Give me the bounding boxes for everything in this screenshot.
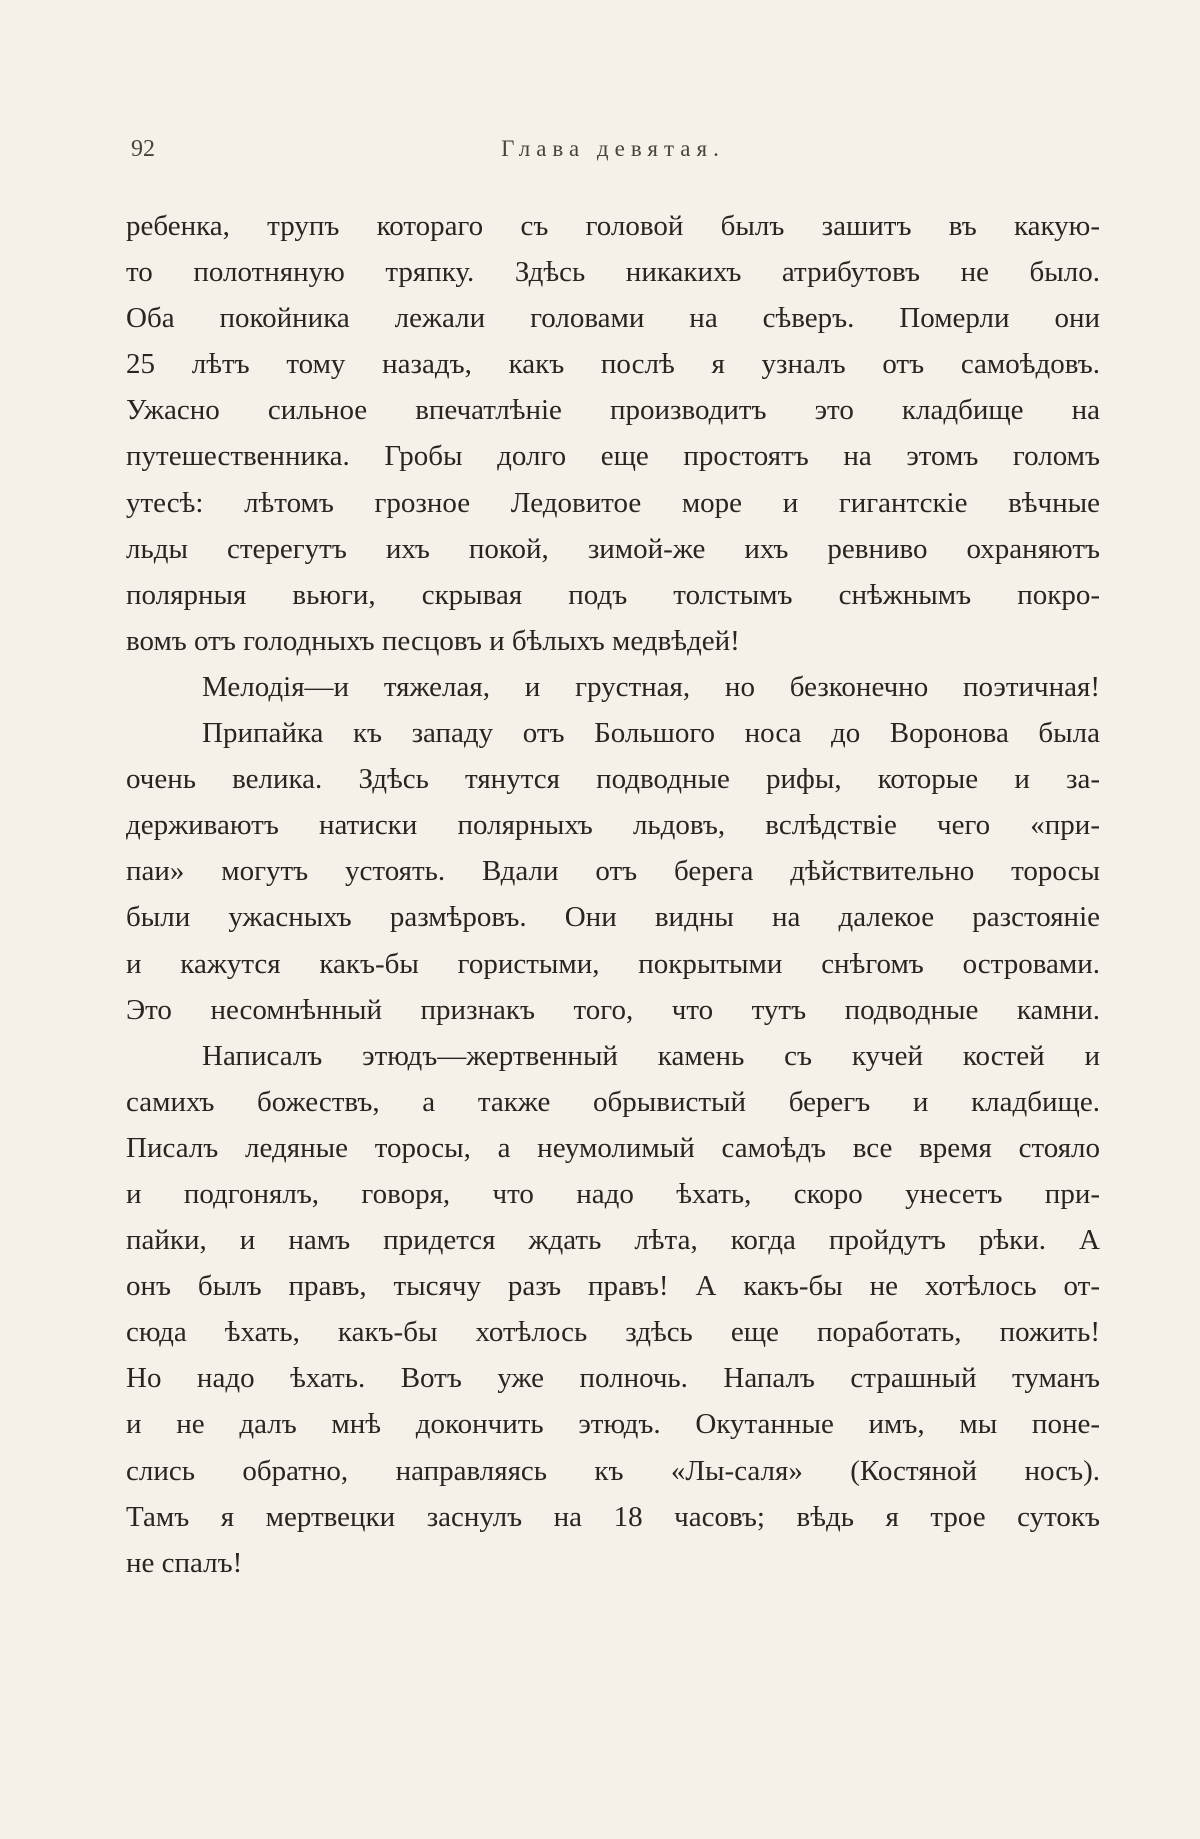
text-line: паи» могутъ устоять. Вдали отъ берега дѣйствительно торосы bbox=[126, 855, 1100, 888]
text-line: то полотняную тряпку. Здѣсь никакихъ атрибутовъ не было. bbox=[126, 256, 1100, 289]
text-line: Это несомнѣнный признакъ того, что тутъ подводные камни. bbox=[126, 993, 1100, 1026]
text-line: Писалъ ледяные торосы, а неумолимый самоѣдъ все время стояло bbox=[126, 1131, 1100, 1164]
text-line: пайки, и намъ придется ждать лѣта, когда пройдутъ рѣки. А bbox=[126, 1224, 1100, 1257]
text-line: ребенка, трупъ котораго съ головой былъ зашитъ въ какую- bbox=[126, 210, 1100, 242]
text-line: были ужасныхъ размѣровъ. Они видны на далекое разстояніе bbox=[126, 901, 1100, 934]
text-line: 25 лѣтъ тому назадъ, какъ послѣ я узналъ отъ самоѣдовъ. bbox=[126, 348, 1100, 381]
text-line: Мелодія—и тяжелая, и грустная, но безконечно поэтичная! bbox=[202, 670, 1100, 703]
text-line: и подгонялъ, говоря, что надо ѣхать, скоро унесетъ при- bbox=[126, 1177, 1100, 1210]
text-line: Оба покойника лежали головами на сѣверъ. Померли они bbox=[126, 302, 1100, 335]
text-line: сюда ѣхать, какъ-бы хотѣлось здѣсь еще поработать, пожить! bbox=[126, 1316, 1100, 1349]
text-line: онъ былъ правъ, тысячу разъ правъ! А какъ-бы не хотѣлось от- bbox=[126, 1270, 1100, 1303]
text-line: держиваютъ натиски полярныхъ льдовъ, вслѣдствіе чего «при- bbox=[126, 809, 1100, 842]
text-line: слись обратно, направляясь къ «Лы-саля» (Костяной носъ). bbox=[126, 1454, 1100, 1487]
text-line: Тамъ я мертвецки заснулъ на 18 часовъ; вѣдь я трое сутокъ bbox=[126, 1500, 1100, 1533]
text-line: самихъ божествъ, а также обрывистый берегъ и кладбище. bbox=[126, 1085, 1100, 1118]
text-line: Припайка къ западу отъ Большого носа до Воронова была bbox=[202, 717, 1100, 750]
page-number: 92 bbox=[131, 136, 155, 162]
page-body-text bbox=[126, 203, 1100, 1586]
text-line: очень велика. Здѣсь тянутся подводные рифы, которые и за- bbox=[126, 763, 1100, 796]
text-line: путешественника. Гробы долго еще простоятъ на этомъ голомъ bbox=[126, 440, 1100, 473]
text-line: Но надо ѣхать. Вотъ уже полночь. Напалъ страшный туманъ bbox=[126, 1362, 1100, 1395]
text-line: утесѣ: лѣтомъ грозное Ледовитое море и гигантскіе вѣчные bbox=[126, 486, 1100, 519]
text-line: Ужасно сильное впечатлѣніе производитъ это кладбище на bbox=[126, 394, 1100, 427]
text-line: льды стерегутъ ихъ покой, зимой-же ихъ ревниво охраняютъ bbox=[126, 532, 1100, 565]
text-line: и кажутся какъ-бы гористыми, покрытыми снѣгомъ островами. bbox=[126, 947, 1100, 980]
text-line: не спалъ! bbox=[126, 1546, 243, 1579]
running-title: Глава девятая. bbox=[501, 136, 725, 161]
page-header bbox=[126, 136, 1100, 176]
text-line: Написалъ этюдъ—жертвенный камень съ кучей костей и bbox=[202, 1039, 1100, 1072]
text-line: вомъ отъ голодныхъ песцовъ и бѣлыхъ медвѣдей! bbox=[126, 624, 740, 657]
text-line: полярныя вьюги, скрывая подъ толстымъ снѣжнымъ покро- bbox=[126, 578, 1100, 611]
text-line: и не далъ мнѣ докончить этюдъ. Окутанные имъ, мы поне- bbox=[126, 1408, 1100, 1441]
